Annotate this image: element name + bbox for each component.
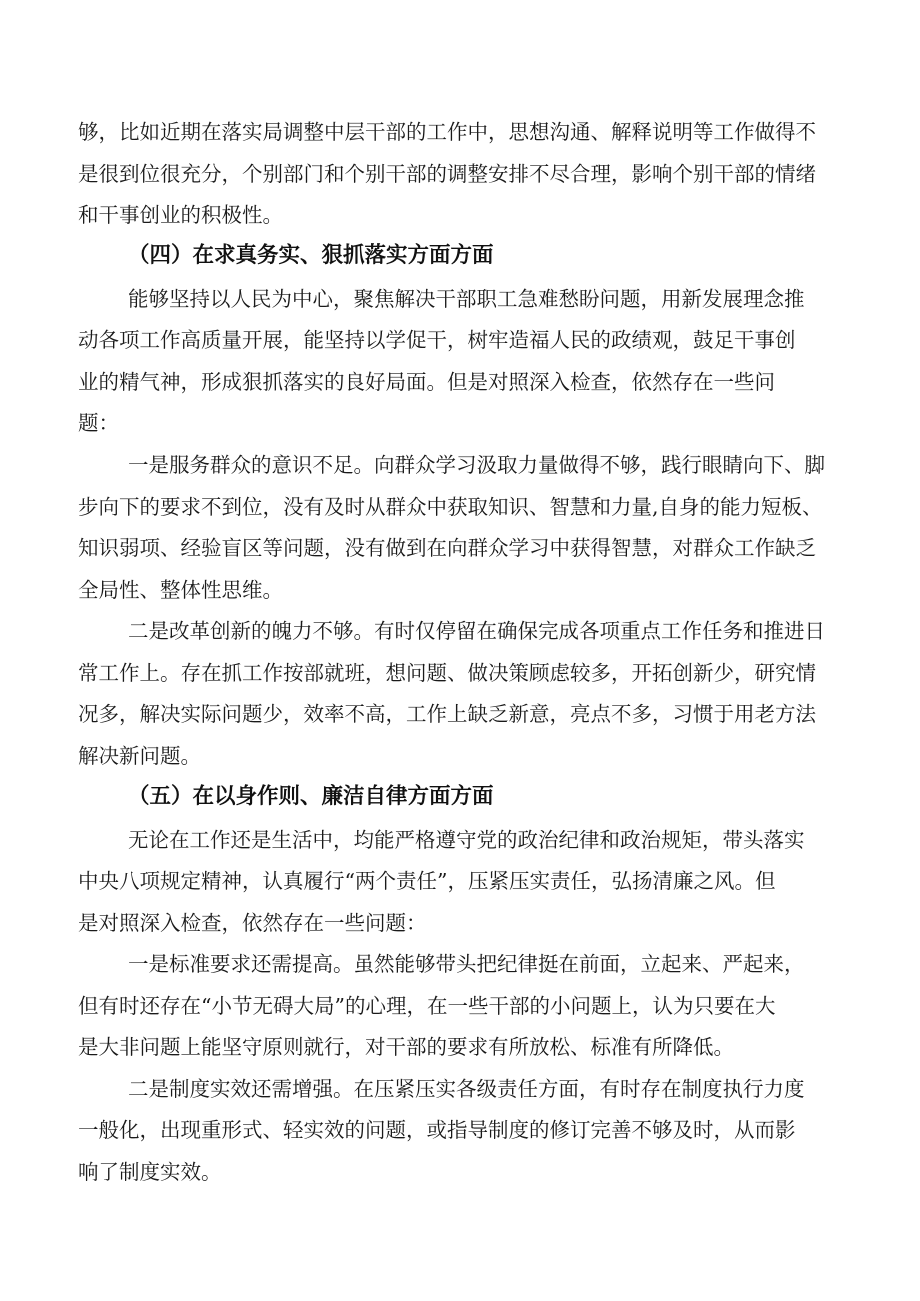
text-line: 一般化，出现重形式、轻实效的问题，或指导制度的修订完善不够及时，从而影 (78, 1118, 796, 1142)
text-line: 常工作上。存在抓工作按部就班，想问题、做决策顾虑较多，开拓创新少，研究情 (78, 661, 816, 685)
text-line: 解决新问题。 (78, 744, 201, 768)
text-line: 况多，解决实际问题少，效率不高，工作上缺乏新意，亮点不多，习惯于用老方法 (78, 702, 816, 726)
text-line: 动各项工作高质量开展，能坚持以学促干，树牢造福人民的政绩观，鼓足干事创 (78, 328, 796, 352)
text-line: 一是标准要求还需提高。虽然能够带头把纪律挺在前面，立起来、严起来， (128, 952, 805, 976)
section-heading-5: （五）在以身作则、廉洁自律方面方面 (128, 784, 494, 809)
text-line: 步向下的要求不到位，没有及时从群众中获取知识、智慧和力量,自身的能力短板、 (78, 495, 823, 519)
text-line: 能够坚持以人民为中心，聚焦解决干部职工急难愁盼问题，用新发展理念推 (128, 287, 805, 311)
text-line: 响了制度实效。 (78, 1160, 222, 1184)
text-line: 是大非问题上能坚守原则就行，对干部的要求有所放松、标准有所降低。 (78, 1035, 734, 1059)
section-heading-4: （四）在求真务实、狠抓落实方面方面 (128, 243, 494, 268)
text-line: 题： (78, 411, 119, 435)
text-line: 是对照深入检查，依然存在一些问题： (78, 911, 427, 935)
text-line: 全局性、整体性思维。 (78, 578, 283, 602)
text-line: 知识弱项、经验盲区等问题，没有做到在向群众学习中获得智慧，对群众工作缺乏 (78, 536, 816, 560)
text-line: 和干事创业的积极性。 (78, 203, 283, 227)
text-line: 一是服务群众的意识不足。向群众学习汲取力量做得不够，践行眼睛向下、脚 (128, 453, 825, 477)
text-line: 是很到位很充分，个别部门和个别干部的调整安排不尽合理，影响个别干部的情绪 (78, 162, 816, 186)
text-line: 二是改革创新的魄力不够。有时仅停留在确保完成各项重点工作任务和推进日 (128, 619, 825, 643)
text-line: 二是制度实效还需增强。在压紧压实各级责任方面，有时存在制度执行力度 (128, 1077, 805, 1101)
text-line: 够，比如近期在落实局调整中层干部的工作中，思想沟通、解释说明等工作做得不 (78, 120, 816, 144)
text-line: 业的精气神，形成狠抓落实的良好局面。但是对照深入检查，依然存在一些问 (78, 370, 775, 394)
text-line: 但有时还存在“小节无碍大局”的心理，在一些干部的小问题上，认为只要在大 (78, 994, 776, 1018)
text-line: 中央八项规定精神，认真履行“两个责任”，压紧压实责任，弘扬清廉之风。但 (78, 869, 776, 893)
text-line: 无论在工作还是生活中，均能严格遵守党的政治纪律和政治规矩，带头落实 (128, 828, 805, 852)
